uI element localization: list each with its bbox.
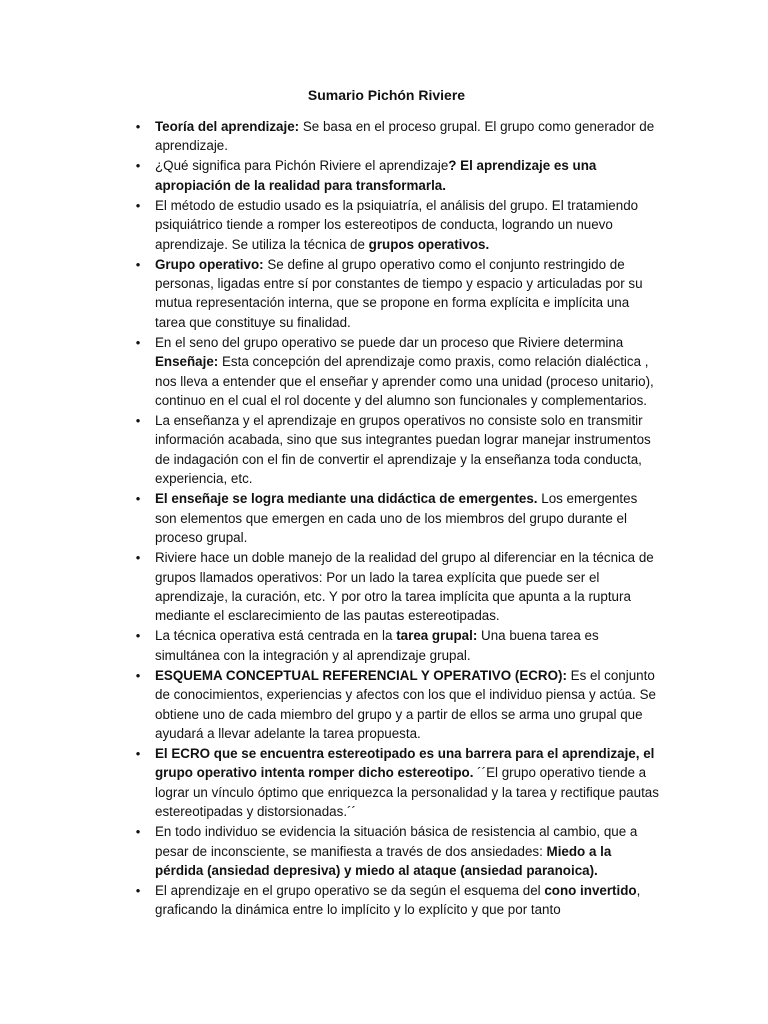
body-text: En el seno del grupo operativo se puede dar un proceso que Riviere determina <box>155 334 624 350</box>
bullet-icon: • <box>135 158 141 174</box>
bold-text: ? El aprendizaje es una apropiación de la realidad para transformarla. <box>155 158 597 193</box>
bold-text: Enseñaje: <box>155 354 219 370</box>
body-text: , graficando la dinámica entre lo implícito y lo explícito y que por tanto <box>155 882 641 918</box>
bullet-icon: • <box>135 824 141 840</box>
list-item <box>0 626 768 665</box>
body-text: La enseñanza y el aprendizaje en grupos operativos no consiste solo en transmitir información acabada, sino que sus integrantes puedan lograr manejar instrumentos de indagación con el fin de convertir el aprendizaje y la enseñanza toda conducta, experiencia, etc. <box>155 413 651 487</box>
bullet-icon: • <box>135 491 141 507</box>
list-item <box>0 156 768 195</box>
bullet-icon: • <box>135 334 141 350</box>
bullet-icon: • <box>135 256 141 272</box>
bold-text: cono invertido <box>544 882 637 898</box>
body-text: Se basa en el proceso grupal. El grupo como generador de aprendizaje. <box>155 119 655 154</box>
body-text: En todo individuo se evidencia la situación básica de resistencia al cambio, que a pesar de inconsciente, se manifiesta a través de dos ansiedades: <box>155 824 638 859</box>
bold-text: Teoría del aprendizaje: <box>155 119 300 134</box>
bold-text: ESQUEMA CONCEPTUAL REFERENCIAL Y OPERATIVO (ECRO): <box>155 667 567 683</box>
bullet-icon: • <box>135 882 141 898</box>
body-text: El método de estudio usado es la psiquiatría, el análisis del grupo. El tratamiendo psiquiátrico tiende a romper los estereotipos de conducta, logrando un nuevo aprendizaje. Se utiliza la técnica de <box>155 197 639 252</box>
bold-text: Miedo a la pérdida (ansiedad depresiva) y miedo al ataque (ansiedad paranoica). <box>155 843 612 878</box>
body-text: La técnica operativa está centrada en la <box>155 628 397 644</box>
bold-text: El ECRO que se encuentra estereotipado es una barrera para el aprendizaje, el grupo operativo intenta romper dicho estereotipo. <box>155 745 655 781</box>
bullet-icon: • <box>135 667 141 683</box>
bullet-icon: • <box>135 413 141 429</box>
body-text: ´´El grupo operativo tiende a lograr un vínculo óptimo que enriquezca la personalidad y la tarea y rectifique pautas estereotipadas y distorsionadas.´´ <box>155 765 659 820</box>
list-item <box>0 255 768 333</box>
body-text: Es el conjunto de conocimientos, experiencias y afectos con los que el individuo piensa y actúa. Se obtiene uno de cada miembro del grupo y a partir de ellos se arma uno grupal que ayudará a llevar adelante la tarea propuesta. <box>155 667 656 741</box>
list-item <box>0 666 768 744</box>
bold-text: grupos operativos. <box>368 236 490 252</box>
list-item <box>0 881 768 920</box>
bold-text: El enseñaje se logra mediante una didáctica de emergentes. <box>155 491 538 507</box>
bullet-icon: • <box>135 550 141 566</box>
bullet-icon: • <box>135 745 141 761</box>
list-item <box>0 117 768 156</box>
bullet-list <box>0 117 768 920</box>
body-text: Riviere hace un doble manejo de la realidad del grupo al diferenciar en la técnica de grupos llamados operativos: Por un lado la tarea explícita que puede ser el aprendizaje, la curación, etc. Y por otro la tarea implícita que apunta a la ruptura mediante el esclarecimiento de las pautas estereotipadas. <box>155 550 654 624</box>
bullet-icon: • <box>135 119 141 134</box>
bold-text: Grupo operativo: <box>155 256 264 272</box>
bold-text: tarea grupal: <box>396 628 478 644</box>
list-item <box>0 744 768 822</box>
bullet-icon: • <box>135 628 141 644</box>
body-text: Esta concepción del aprendizaje como praxis, como relación dialéctica , nos lleva a entender que el enseñar y aprender como una unidad (proceso unitario), continuo en el cual el rol docente y del alumno son funcionales y complementarios. <box>155 354 654 409</box>
body-text: El aprendizaje en el grupo operativo se da según el esquema del <box>155 882 545 898</box>
bullet-icon: • <box>135 197 141 213</box>
body-text: Se define al grupo operativo como el conjunto restringido de personas, ligadas entre sí por constantes de tiempo y espacio y articuladas por su mutua representación interna, que se propone en forma explícita e implícita una tarea que constituye su finalidad. <box>155 256 643 330</box>
list-item <box>0 196 768 254</box>
list-item <box>0 548 768 626</box>
list-item <box>0 411 768 489</box>
list-item <box>0 822 768 880</box>
list-item <box>0 489 768 547</box>
list-item <box>0 333 768 411</box>
body-text: Los emergentes son elementos que emergen en cada uno de los miembros del grupo durante el proceso grupal. <box>155 491 638 546</box>
body-text: Una buena tarea es simultánea con la integración y al aprendizaje grupal. <box>155 628 599 663</box>
body-text: ¿Qué significa para Pichón Riviere el aprendizaje <box>155 158 449 174</box>
document-title-text: Sumario Pichón Riviere <box>307 87 466 103</box>
document-title <box>0 87 768 103</box>
